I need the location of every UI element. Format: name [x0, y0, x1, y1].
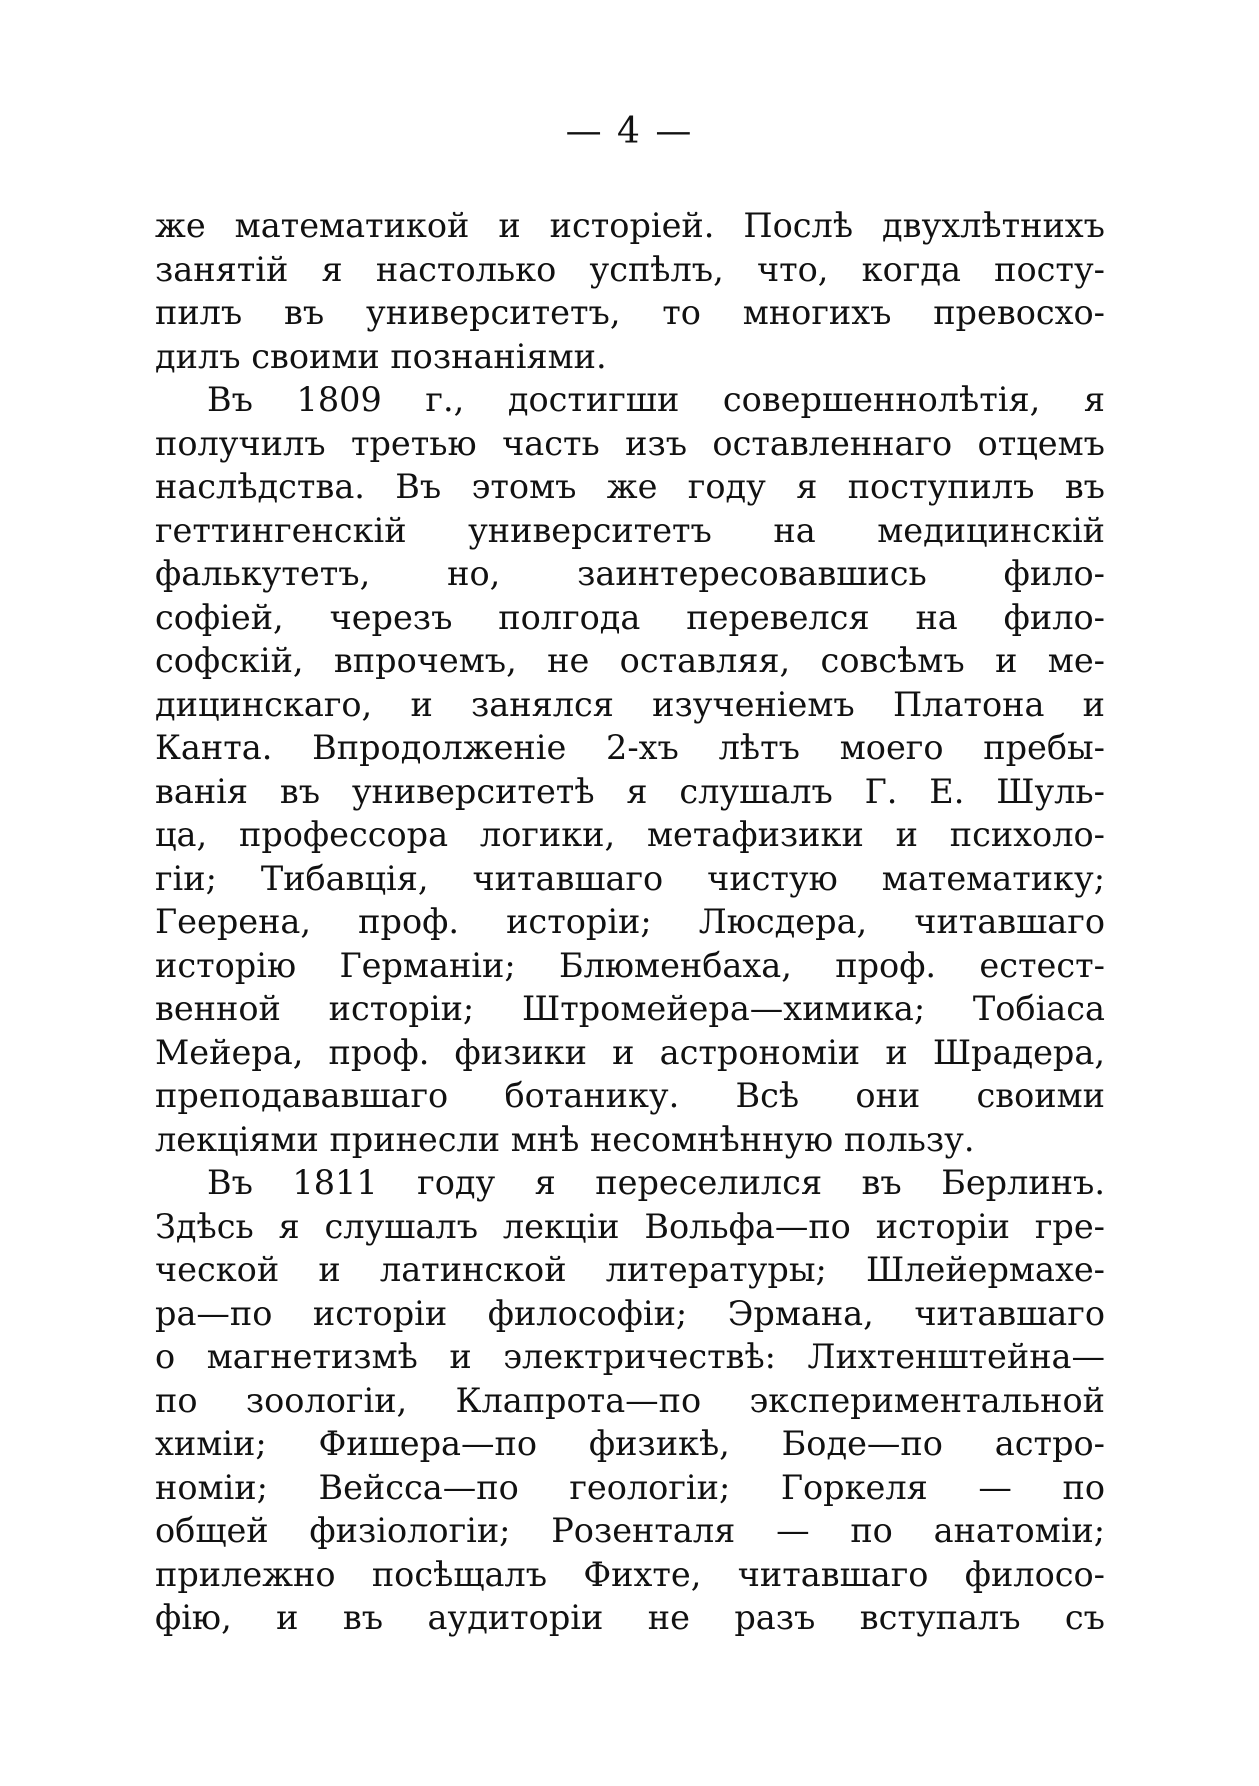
- text-line: общей физіологіи; Розенталя — по анатоміи;: [155, 1511, 1105, 1550]
- text-line: исторію Германіи; Блюменбаха, проф. естест-: [155, 945, 1105, 985]
- text-line: наслѣдства. Въ этомъ же году я поступилъ въ: [155, 467, 1105, 506]
- text-line: ца, профессора логики, метафизики и психоло-: [155, 815, 1105, 854]
- text-line: Въ 1809 г., достигши совершеннолѣтія, я: [207, 380, 1105, 419]
- text-line: гіи; Тибавція, читавшаго чистую математику;: [155, 858, 1105, 898]
- text-line: софскій, впрочемъ, не оставляя, совсѣмъ и ме-: [155, 641, 1105, 680]
- text-line: фалькутетъ, но, заинтересовавшись фило-: [155, 554, 1105, 593]
- text-line: фію, и въ аудиторіи не разъ вступалъ съ: [155, 1598, 1105, 1637]
- text-line: Мейера, проф. физики и астрономіи и Шрадера,: [155, 1032, 1105, 1072]
- text-line: Въ 1811 году я переселился въ Берлинъ.: [207, 1163, 1105, 1202]
- text-line: по зоологіи, Клапрота—по экспериментальной: [155, 1380, 1105, 1420]
- page-body-text: [155, 204, 1105, 1640]
- text-line: Геерена, проф. исторіи; Люсдера, читавшаго: [155, 902, 1105, 941]
- text-line: получилъ третью часть изъ оставленнаго отцемъ: [155, 423, 1105, 463]
- text-line: Здѣсь я слушалъ лекціи Вольфа—по исторіи гре-: [155, 1206, 1105, 1246]
- text-line: Канта. Впродолженіе 2-хъ лѣтъ моего пребы-: [155, 728, 1105, 767]
- text-line: пилъ въ университетъ, то многихъ превосхо-: [155, 293, 1105, 332]
- text-line: ческой и латинской литературы; Шлейермахе-: [155, 1250, 1105, 1289]
- text-line: геттингенскій университетъ на медицинскій: [155, 510, 1105, 550]
- text-line: номіи; Вейсса—по геологіи; Горкеля — по: [155, 1467, 1105, 1507]
- page-number: — 4 —: [565, 111, 694, 152]
- text-line: ванія въ университетѣ я слушалъ Г. Е. Шуль-: [155, 771, 1105, 811]
- text-line: же математикой и исторіей. Послѣ двухлѣтнихъ: [155, 206, 1105, 245]
- text-line: дилъ своими познаніями.: [155, 336, 607, 376]
- text-line: дицинскаго, и занялся изученіемъ Платона и: [155, 684, 1105, 724]
- text-line: ра—по исторіи философіи; Эрмана, читавшаго: [155, 1293, 1105, 1333]
- text-line: преподававшаго ботанику. Всѣ они своими: [155, 1076, 1105, 1115]
- text-line: прилежно посѣщалъ Фихте, читавшаго филосо-: [155, 1554, 1105, 1594]
- text-line: софіей, черезъ полгода перевелся на фило-: [155, 597, 1105, 637]
- text-line: химіи; Фишера—по физикѣ, Боде—по астро-: [155, 1424, 1105, 1463]
- text-line: венной исторіи; Штромейера—химика; Тобіаса: [155, 989, 1105, 1028]
- text-line: занятій я настолько успѣлъ, что, когда посту-: [155, 249, 1105, 289]
- text-line: лекціями принесли мнѣ несомнѣнную пользу.: [155, 1119, 975, 1159]
- text-line: о магнетизмѣ и электричествѣ: Лихтенштейна—: [155, 1337, 1105, 1376]
